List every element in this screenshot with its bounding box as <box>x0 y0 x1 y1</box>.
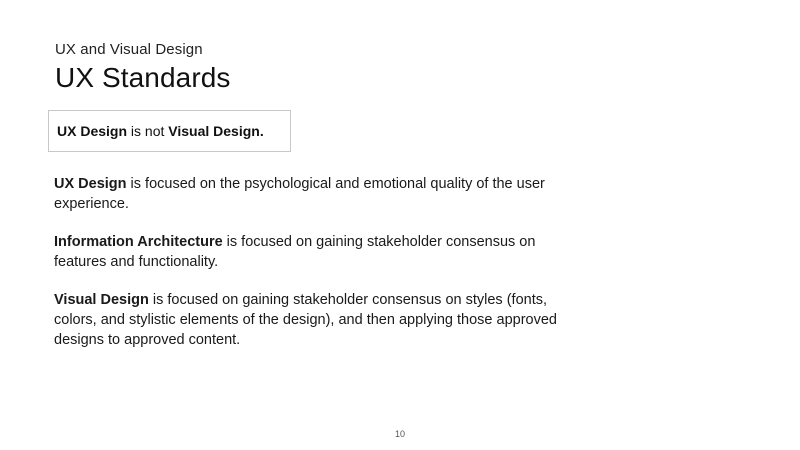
callout-text <box>49 122 264 140</box>
paragraph-rest: is focused on gaining stakeholder consensus on features and functionality. <box>54 234 536 270</box>
paragraph-lead: Information Architecture <box>54 234 223 250</box>
callout-box <box>48 110 291 152</box>
callout-lead: UX Design <box>57 123 128 139</box>
paragraph-visual-design <box>54 290 574 350</box>
callout-trail: Visual Design. <box>168 123 264 139</box>
paragraph-rest: is focused on gaining stakeholder consensus on styles (fonts, colors, and stylistic elements of the design), and then applying those approved designs to approved content. <box>54 292 557 348</box>
page-number: 10 <box>394 429 405 439</box>
paragraph-information-architecture <box>54 232 574 272</box>
paragraph-lead: Visual Design <box>54 292 149 308</box>
paragraph-rest: is focused on the psychological and emotional quality of the user experience. <box>54 176 545 212</box>
slide-eyebrow: UX and Visual Design <box>55 41 203 58</box>
paragraph-ux-design <box>54 174 574 214</box>
paragraph-lead: UX Design <box>54 176 127 192</box>
page-title: UX Standards <box>55 62 231 93</box>
callout-middle: is not <box>127 123 169 139</box>
body-content <box>54 174 574 350</box>
